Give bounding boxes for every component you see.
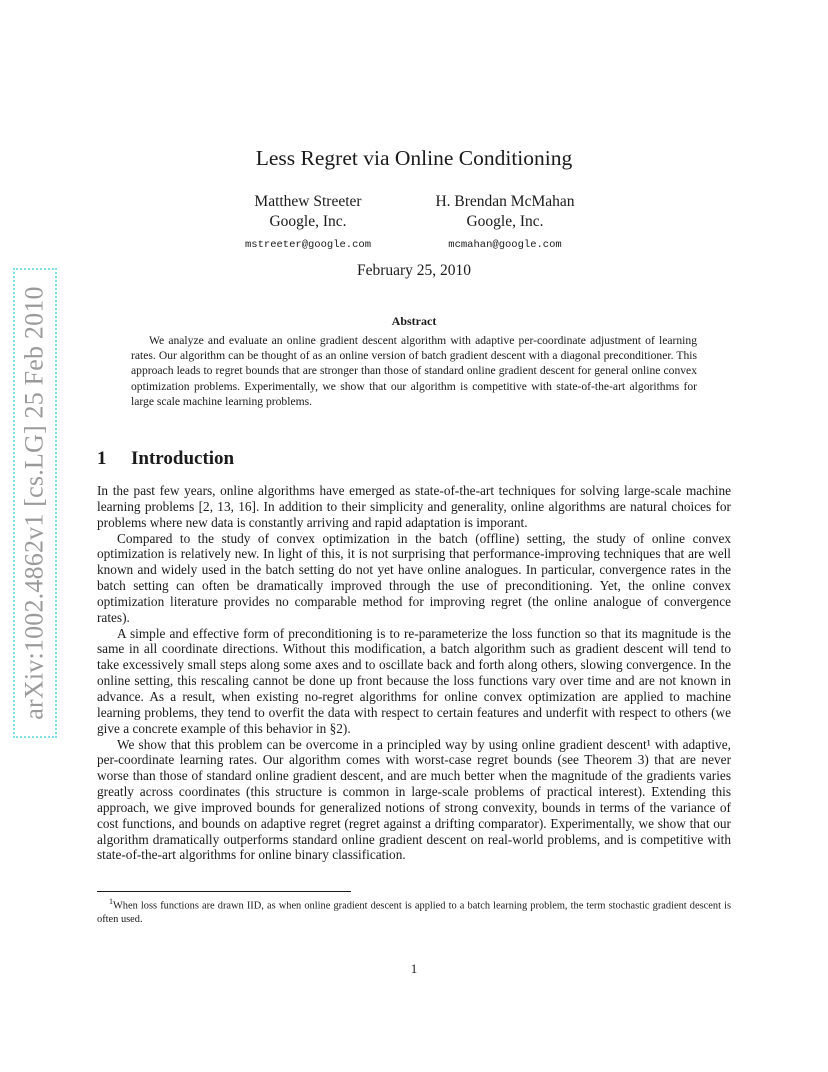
abstract-body (131, 333, 697, 409)
section-heading (97, 448, 234, 470)
section-number: 1 (97, 448, 107, 469)
page-number: 1 (410, 961, 418, 976)
author-affiliation: Google, Inc. (269, 213, 347, 230)
introduction-body (97, 483, 731, 863)
section-title: Introduction (131, 448, 235, 469)
footnote-marker: 1 (109, 897, 113, 906)
paragraph: Compared to the study of convex optimization in the batch (offline) setting, the study of online convex optimization is relatively new. In light of this, it is not surprising that performance-improving techniques that are well known and widely used in the batch setting do not yet have online analogues. In particular, convergence rates in the batch setting can often be dramatically improved through the use of preconditioning. Yet, the online convex optimization literature provides no comparable method for improving regret (the online analogue of convergence rates). (97, 530, 731, 625)
author-email: mstreeter@google.com (244, 239, 372, 251)
footnote-text: When loss functions are drawn IID, as when online gradient descent is applied to a batch learning problem, the term stochastic gradient descent is often used. (97, 900, 731, 926)
abstract-heading: Abstract (391, 314, 437, 328)
abstract-text: We analyze and evaluate an online gradient descent algorithm with adaptive per-coordinate adjustment of learning rates. Our algorithm can be thought of as an online version of batch gradient descent with a diagonal preconditioner. This approach leads to regret bounds that are stronger than those of standard online gradient descent for general online convex optimization problems. Experimentally, we show that our algorithm is competitive with state-of-the-art algorithms for large scale machine learning problems. (131, 334, 697, 408)
author-name: H. Brendan McMahan (435, 193, 575, 210)
paragraph: A simple and effective form of preconditioning is to re-parameterize the loss function so that its magnitude is the same in all coordinate directions. Without this modification, a batch algorithm such as gradient descent will tend to take excessively small steps along some axes and to oscillate back and forth along others, slowing convergence. In the online setting, this rescaling cannot be done up front because the loss functions vary over time and are not known in advance. As a result, when existing no-regret algorithms for online convex optimization are applied to machine learning problems, they tend to overfit the data with respect to certain features and underfit with respect to others (we give a concrete example of this behavior in §2). (97, 625, 731, 736)
footnote (97, 895, 731, 927)
arxiv-identifier-text: arXiv:1002.4862v1 [cs.LG] 25 Feb 2010 (20, 286, 49, 720)
footnote-rule (97, 891, 351, 892)
author-affiliation: Google, Inc. (466, 213, 544, 230)
author-name: Matthew Streeter (254, 193, 362, 210)
author-block-2 (375, 192, 635, 252)
paper-date: February 25, 2010 (356, 262, 472, 279)
paper-title: Less Regret via Online Conditioning (255, 146, 573, 170)
paragraph: In the past few years, online algorithms have emerged as state-of-the-art techniques for solving large-scale machine learning problems [2, 13, 16]. In addition to their simplicity and generality, online algorithms are natural choices for problems where new data is constantly arriving and rapid adaptation is imporant. (97, 483, 731, 530)
author-email: mcmahan@google.com (448, 239, 562, 251)
arxiv-identifier-stamp (13, 268, 57, 738)
paragraph: We show that this problem can be overcome in a principled way by using online gradient descent¹ with adaptive, per-coordinate learning rates. Our algorithm comes with worst-case regret bounds (see Theorem 3) that are never worse than those of standard online gradient descent, and are much better when the magnitude of the gradients varies greatly across coordinates (this structure is common in large-scale problems of practical interest). Extending this approach, we give improved bounds for generalized notions of strong convexity, bounds in terms of the variance of cost functions, and bounds on adaptive regret (regret against a drifting comparator). Experimentally, we show that our algorithm dramatically outperforms standard online gradient descent on real-world problems, and is competitive with state-of-the-art algorithms for online binary classification. (97, 736, 731, 863)
